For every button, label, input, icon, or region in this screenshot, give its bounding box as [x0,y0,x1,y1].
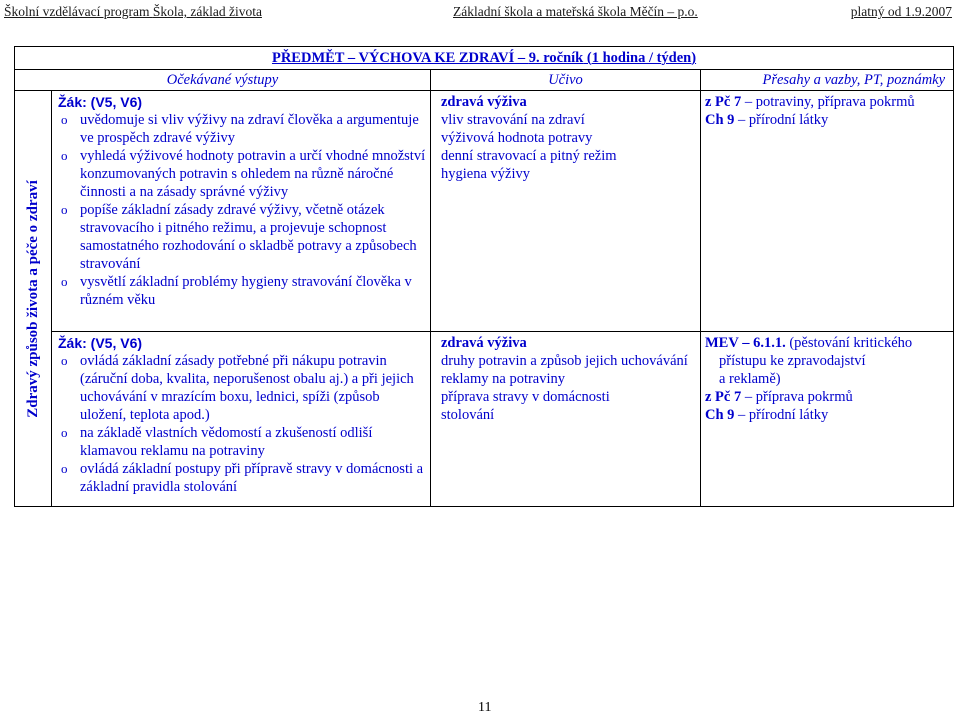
col-header-curriculum: Učivo [431,70,701,91]
list-item: příprava stravy v domácnosti [441,389,610,405]
curriculum-table [14,46,954,507]
list-item: o ovládá základní zásady potřebné při nákupu potravin (záruční doba, kvalita, neporušenost obalu aj.) a při jejich uchovávání v mrazícím boxu, lednici, spíži (způsob uložení, teplota apod.) [58,352,426,424]
curriculum-heading: zdravá výživa [441,94,527,110]
list-item: hygiena výživy [441,166,530,182]
mev-code: MEV – 6.1.1. [705,335,786,351]
list-item: o vysvětlí základní problémy hygieny stravování člověka v různém věku [58,273,426,309]
overlap-line [705,406,949,424]
list-item: reklamy na potraviny [441,371,566,387]
subject-title [15,47,954,70]
overlap-text: – přírodní látky [734,112,829,128]
title-grade: 9. ročník [528,50,584,66]
table-row [15,332,954,507]
overlap-text: – potraviny, příprava pokrmů [741,94,915,110]
list-item: denní stravovací a pitný režim [441,148,617,164]
school-program-header [4,4,262,20]
mev-line [705,334,949,352]
curriculum-cell [431,91,701,332]
overlap-code: z Pč 7 [705,94,742,110]
col-header-outputs: Očekávané výstupy [15,70,431,91]
side-label-cell [15,91,52,507]
list-item: o ovládá základní postupy při přípravě stravy v domácnosti a základní pravidla stolování [58,460,426,496]
valid-from: platný od 1.9.2007 [850,4,952,19]
page-header [0,2,959,22]
program-prefix: Školní vzdělávací program [4,4,153,19]
list-item: o popíše základní zásady zdravé výživy, včetně otázek stravovacího i pitného režimu, a projevuje schopnost samostatného rozhodování o skladbě potravy a způsobech stravování [58,201,426,273]
mev-line: a reklamě) [719,371,781,387]
list-item: druhy potravin a způsob jejich uchovávání [441,353,688,369]
overlap-line [705,111,949,129]
overlap-code: z Pč 7 [705,389,742,405]
table-title-row [15,47,954,70]
list-item: vliv stravování na zdraví [441,112,585,128]
side-label: Zdravý způsob života a péče o zdraví [25,179,41,418]
school-name: Základní škola a mateřská škola Měčín – p.o. [453,4,698,19]
overlap-text: – přírodní látky [734,407,829,423]
overlap-text: – příprava pokrmů [741,389,853,405]
title-prefix: PŘEDMĚT – VÝCHOVA KE ZDRAVÍ – [271,50,529,66]
curriculum-cell [431,332,701,507]
column-header-row [15,70,954,91]
list-item: o na základě vlastních vědomostí a zkušeností odliší klamavou reklamu na potraviny [58,424,426,460]
col-header-overlaps: Přesahy a vazby, PT, poznámky [701,70,954,91]
pupil-label: Žák: (V5, V6) [58,94,143,110]
program-name: Škola, základ života [152,4,262,19]
outputs-cell [52,332,431,507]
list-item: o vyhledá výživové hodnoty potravin a určí vhodné množství konzumovaných potravin s ohledem na různě náročné činnosti a na zásady správné výživy [58,147,426,201]
pupil-label: Žák: (V5, V6) [58,335,143,351]
outputs-list [58,111,426,309]
table-row [15,91,954,332]
list-item: stolování [441,407,495,423]
overlap-line [705,388,949,406]
mev-line: přístupu ke zpravodajství [719,353,866,369]
list-item: výživová hodnota potravy [441,130,593,146]
list-item: o uvědomuje si vliv výživy na zdraví člověka a argumentuje ve prospěch zdravé výživy [58,111,426,147]
curriculum-heading: zdravá výživa [441,335,527,351]
overlap-line [705,93,949,111]
outputs-cell [52,91,431,332]
mev-text: (pěstování kritického [785,335,913,351]
outputs-list [58,352,426,496]
overlaps-cell [701,91,954,332]
overlaps-cell [701,332,954,507]
overlap-code: Ch 9 [705,407,735,423]
title-suffix: (1 hodina / týden) [583,50,697,66]
overlap-code: Ch 9 [705,112,735,128]
page-number: 11 [478,700,492,715]
